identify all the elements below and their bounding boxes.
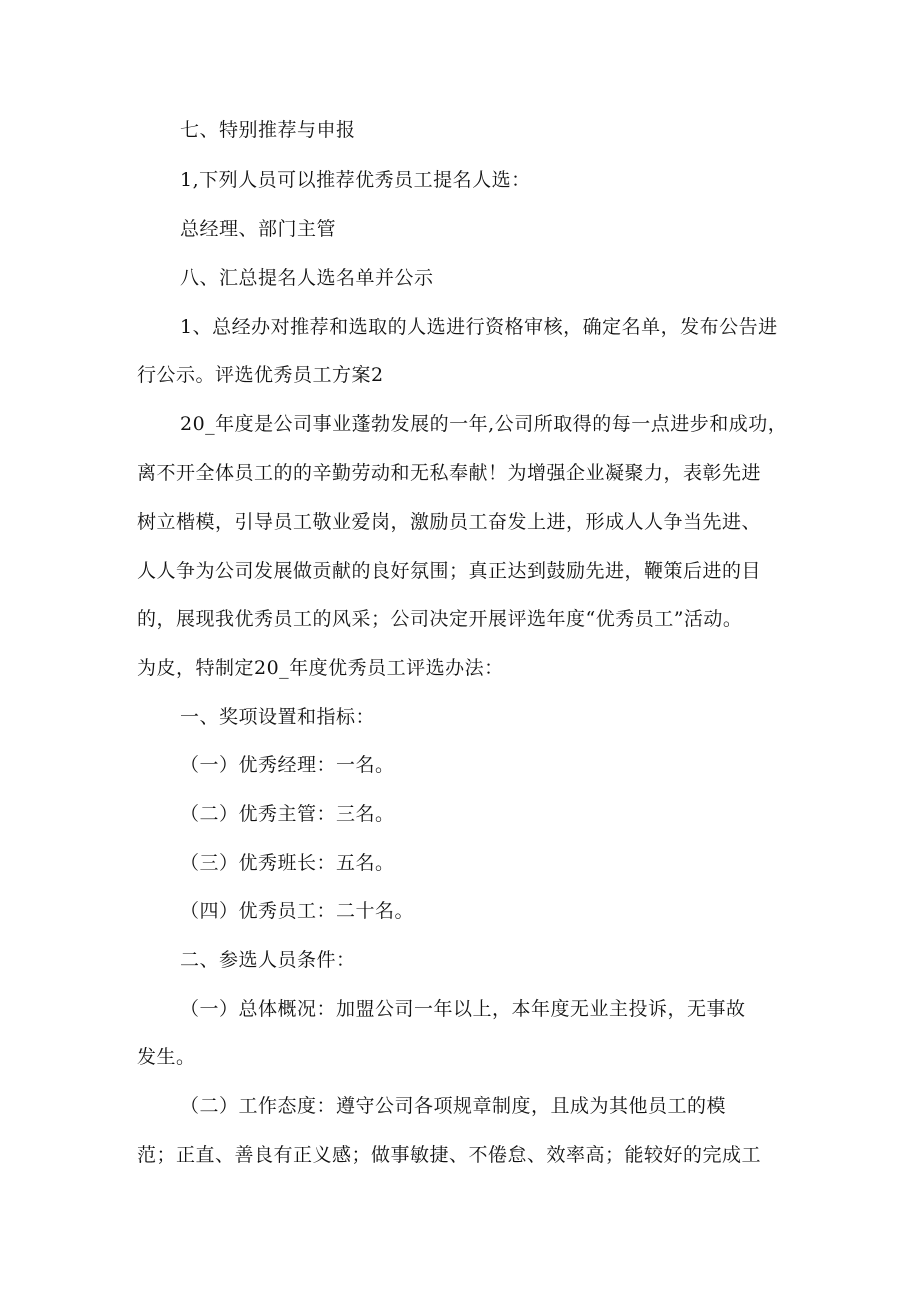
paragraph-line: 发生。 — [137, 1046, 196, 1068]
list-item: （一）优秀经理：一名。 — [180, 754, 395, 776]
section-heading-7: 七、特别推荐与申报 — [180, 119, 356, 141]
paragraph-line: 总经理、部门主管 — [180, 218, 337, 240]
list-item: （四）优秀员工：二十名。 — [180, 900, 415, 922]
paragraph-line: 人人争为公司发展做贡献的良好氛围；真正达到鼓励先进，鞭策后进的目 — [137, 560, 762, 582]
paragraph-line: （一）总体概况：加盟公司一年以上，本年度无业主投诉，无事故 — [180, 998, 746, 1020]
section-heading-8: 八、汇总提名人选名单并公示 — [180, 267, 434, 289]
paragraph-line: 行公示。评选优秀员工方案2 — [137, 364, 384, 386]
paragraph-line: 的，展现我优秀员工的风采；公司决定开展评选年度“优秀员工”活动。 — [137, 608, 743, 630]
paragraph-line: 1,下列人员可以推荐优秀员工提名人选： — [180, 169, 531, 191]
paragraph-line: 1、总经办对推荐和选取的人选进行资格审核，确定名单，发布公告进 — [180, 316, 778, 338]
section-heading-2: 二、参选人员条件： — [180, 949, 356, 971]
list-item: （三）优秀班长：五名。 — [180, 852, 395, 874]
paragraph-line: 树立楷模，引导员工敬业爱岗，激励员工奋发上进，形成人人争当先进、 — [137, 511, 762, 533]
list-item: （二）优秀主管：三名。 — [180, 803, 395, 825]
paragraph-line: 为皮，特制定20_年度优秀员工评选办法： — [137, 657, 504, 679]
paragraph-line: 范；正直、善良有正义感；做事敏捷、不倦怠、效率高；能较好的完成工 — [137, 1144, 762, 1166]
paragraph-line: 20_年度是公司事业蓬勃发展的一年,公司所取得的每一点进步和成功， — [180, 413, 788, 435]
paragraph-line: 离不开全体员工的的辛勤劳动和无私奉献！为增强企业凝聚力，表彰先进 — [137, 462, 762, 484]
paragraph-line: （二）工作态度：遵守公司各项规章制度，且成为其他员工的模 — [180, 1095, 727, 1117]
section-heading-1: 一、奖项设置和指标： — [180, 706, 376, 728]
